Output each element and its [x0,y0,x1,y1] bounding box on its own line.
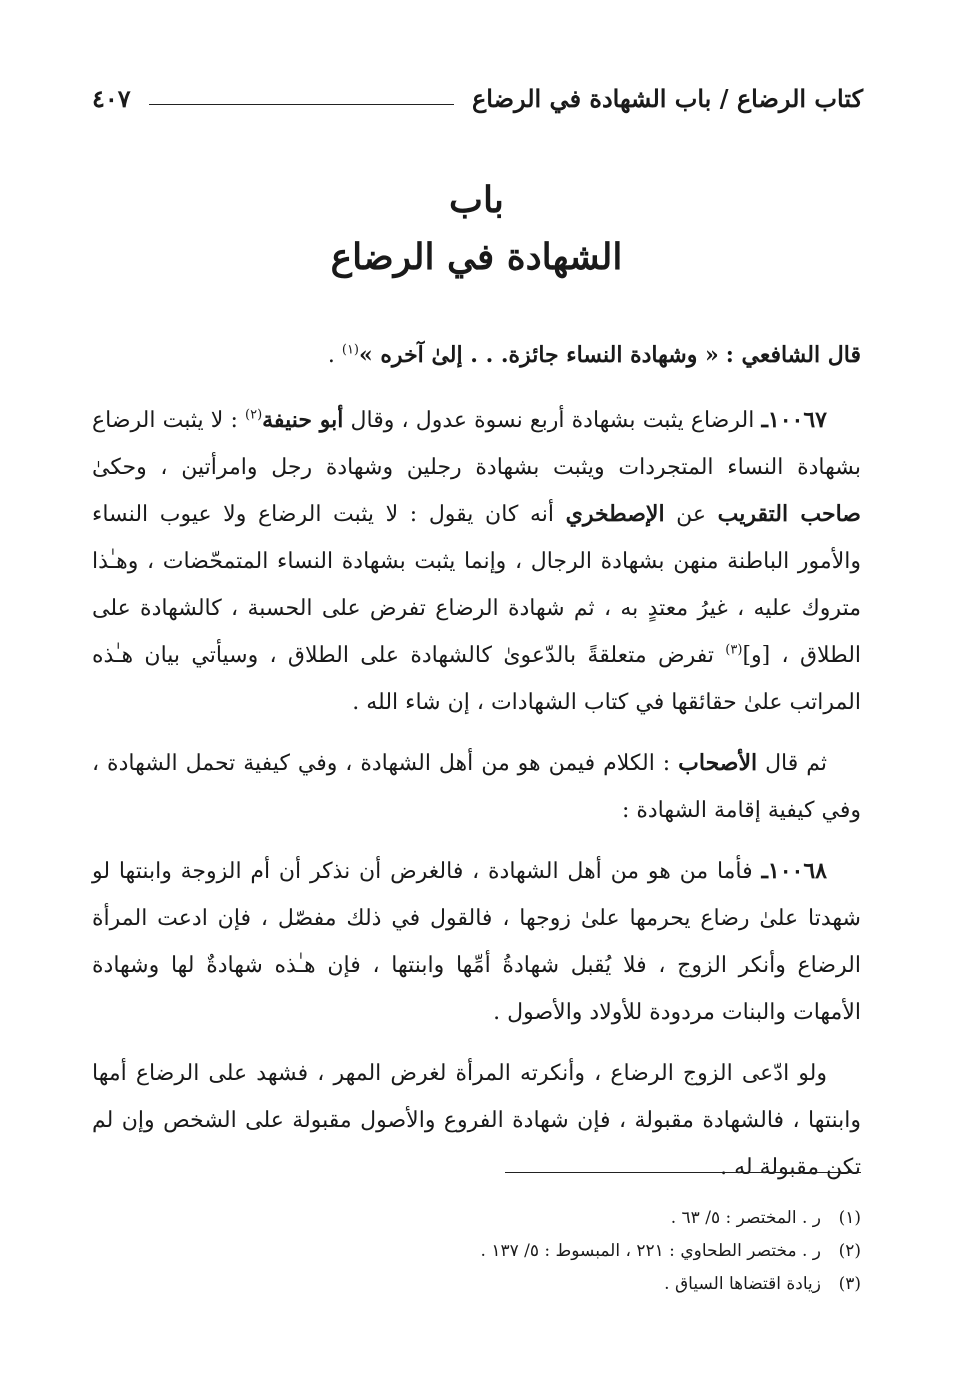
quote-end: . [327,343,342,368]
running-header-title: كتاب الرضاع / باب الشهادة في الرضاع [471,83,863,113]
paragraph-text: : لا يثبت الرضاع بشهادة النساء المتجردات ويثبت بشهادة رجلين وشهادة رجل وامرأتين ، وحكىٰ [92,408,861,480]
footnote-item [92,1268,861,1301]
footnote-ref-1: (١) [341,342,359,358]
paragraph-text: تفرض متعلقةً بالدّعوىٰ كالشهادة على الطلاق ، وسيأتي بيان هـٰذه المراتب علىٰ حقائقها في كتاب الشهادات ، إن شاء الله . [92,643,861,715]
header-rule [149,104,454,105]
paragraph-text: ولو ادّعى الزوج الرضاع ، وأنكرته المرأة لغرض المهر ، فشهد على الرضاع أمها وابنتها ، فالشهادة مقبولة ، فإن شهادة الفروع والأصول مقبولة على الشخص وإن لم تكن مقبولة له . [92,1061,861,1180]
paragraph-10067 [92,397,861,726]
paragraph-husband-claim [92,1050,861,1191]
running-header [92,78,863,118]
chapter-heading [0,172,953,286]
name-sahib-al-taqrib: صاحب التقريب [717,501,861,527]
footnote-item [92,1202,861,1235]
footnote-rule [505,1172,861,1173]
name-abu-hanifa: أبو حنيفة [262,407,344,433]
footnote-ref-3: (٣) [725,642,743,658]
paragraph-text: الرضاع يثبت بشهادة أربع نسوة عدول ، وقال [343,408,762,433]
paragraph-text: فأما من هو من أهل الشهادة ، فالغرض أن نذكر أن أم الزوجة وابنتها لو شهدتا علىٰ رضاع يحرمها علىٰ زوجها ، فالقول في ذلك مفصّل ، فإن ادعت المرأة الرضاع وأنكر الزوج ، فلا يُقبل شهادةُ أمِّها وابنتها ، فإن هـٰذه شهادةٌ لها وشهادة الأمهات والبنات مردودة للأولاد والأصول . [92,859,861,1025]
shafii-quote [92,332,861,379]
paragraph-text: ثم قال [757,751,827,776]
paragraph-number: ١٠٠٦٨ـ [761,858,827,884]
footnotes [92,1202,861,1301]
paragraph-10068 [92,848,861,1036]
name-al-istakhri: الإصطخري [565,501,665,527]
footnote-text: ر . المختصر : ٥/ ٦٣ . [670,1208,821,1228]
body-text [92,332,861,1205]
page-number: ٤٠٧ [92,83,131,113]
paragraph-text: : الكلام فيمن هو من أهل الشهادة ، وفي كيفية تحمل الشهادة ، وفي كيفية إقامة الشهادة : [92,751,861,823]
chapter-heading-line1: باب [449,179,504,221]
chapter-heading-line2: الشهادة في الرضاع [330,236,623,278]
footnote-number: (٢) [838,1241,861,1261]
paragraph-number: ١٠٠٦٧ـ [761,407,827,433]
footnote-item [92,1235,861,1268]
quote-speaker: قال الشافعي : [725,342,861,368]
paragraph-ashab [92,740,861,834]
footnote-text: زيادة اقتضاها السياق . [664,1274,821,1294]
footnote-text: ر . مختصر الطحاوي : ٢٢١ ، المبسوط : ٥/ ١٣٧ . [480,1241,821,1261]
footnote-number: (١) [838,1208,861,1228]
paragraph-text: أنه كان يقول : لا يثبت الرضاع ولا عيوب النساء والأمور الباطنة منهن بشهادة الرجال ، وإنما يثبت بشهادة النساء المتمحّضات ، وهـٰذا متروك عليه ، غيرُ معتدٍ به ، ثم شهادة الرضاع تفرض على الحسبة ، كالشهادة على الطلاق ، [و] [92,502,862,668]
footnote-number: (٣) [838,1274,861,1294]
paragraph-text: عن [664,502,718,527]
term-al-ashab: الأصحاب [678,750,758,776]
quote-text: « وشهادة النساء جائزة. . . إلىٰ آخره » [359,342,719,368]
footnote-ref-2: (٢) [245,407,263,423]
